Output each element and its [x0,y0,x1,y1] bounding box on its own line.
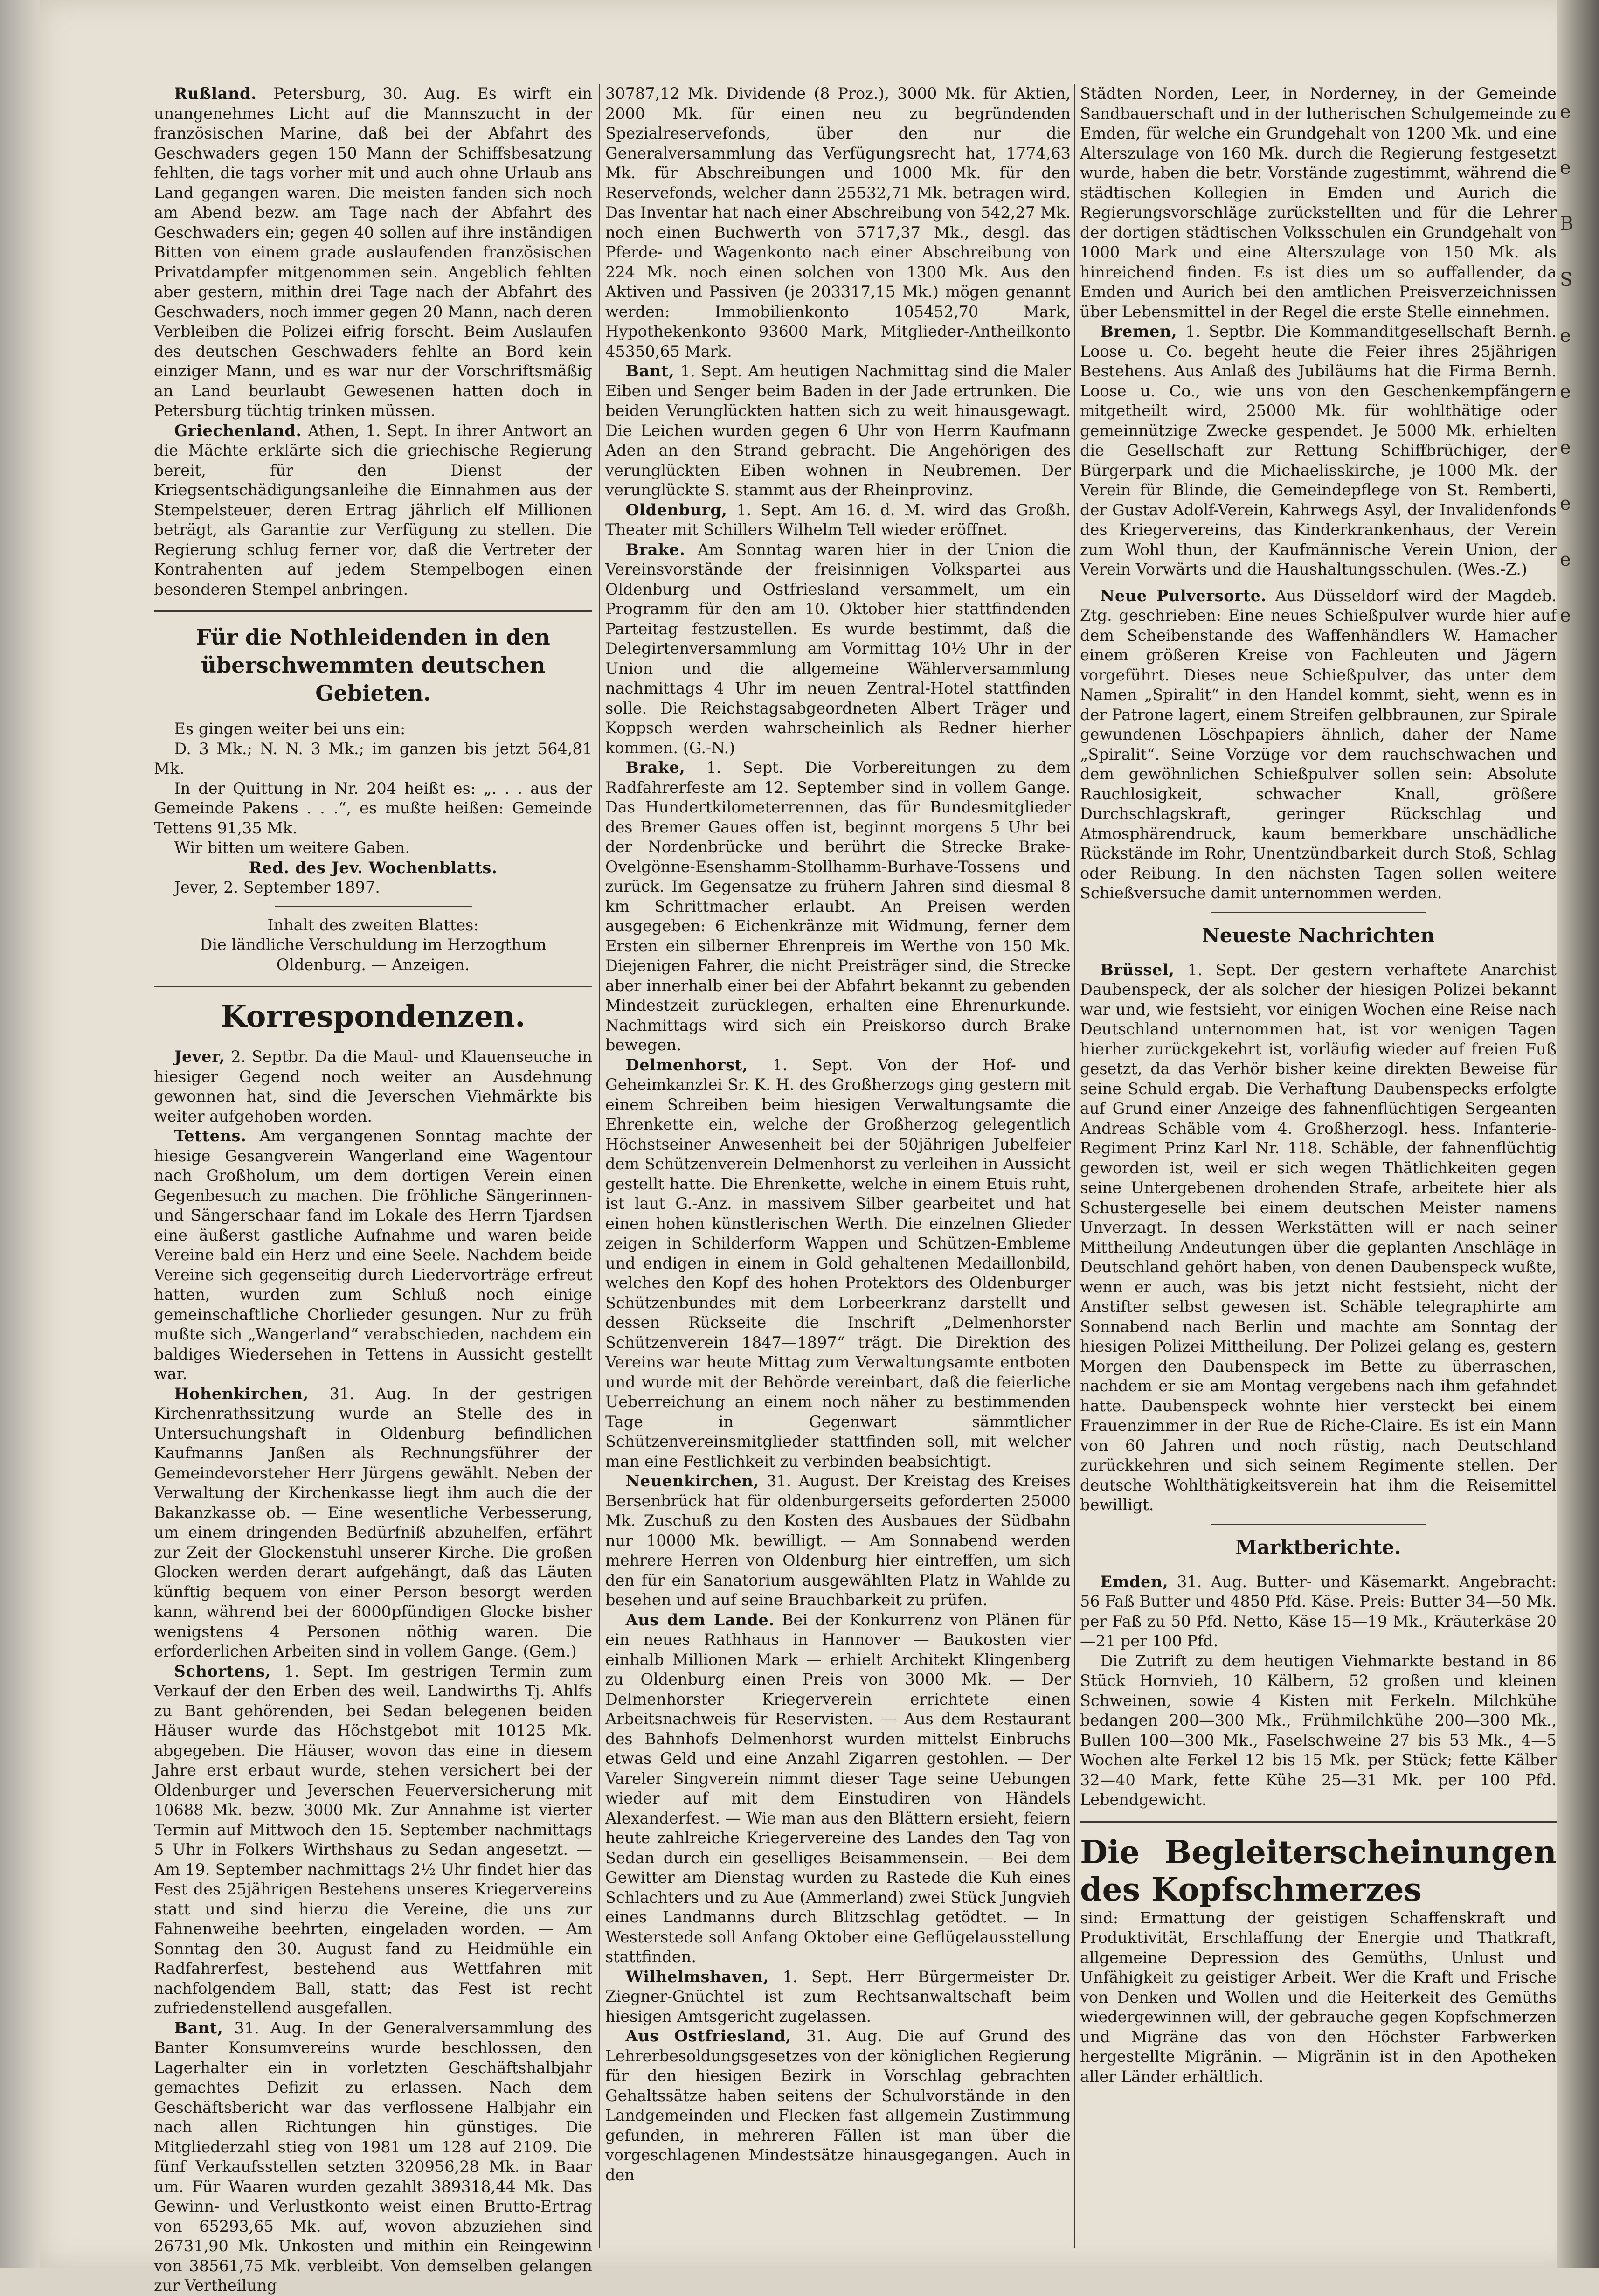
article-body: 1. Sept. Die Vorbereitungen zu dem Radfahrerfeste am 12. September sind in vollem Gange. Das Hundertkilometerrennen, das für Bundesmitglieder des Bremer Gaues offen ist, beginnt morgens 5 Uhr bei der Nordenbrücke und berührt die Strecke Brake-Ovelgönne-Esenshamm-Stollhamm-Burhave-Tossens und zurück. Im Gegensatze zu frühern Jahren sind diesmal 8 km Schrittmacher erlaubt. An Preisen werden ausgegeben: 6 Eichenkränze mit Widmung, ferner dem Ersten ein silberner Ehrenpreis im Werthe von 150 Mk. Diejenigen Fahrer, die nicht Preisträger sind, die Strecke aber innerhalb einer bei der Abfahrt bekannt zu gebenden Mindestzeit zurücklegen, erhalten eine Ehrenurkunde. Nachmittags wird sich ein Preiskorso durch Brake bewegen. [605,758,1071,1054]
article-head: Brüssel, [1100,960,1175,979]
article-oldenburg [605,500,1071,540]
appeal-line: Es gingen weiter bei uns ein: [174,720,406,738]
article-head: Brake, [625,758,685,777]
article-head: Brake. [625,540,685,559]
article-bant-continued: 30787,12 Mk. Dividende (8 Proz.), 3000 Mk. für Aktien, 2000 Mk. für einen neu zu begründenden Spezialreservefonds, über den nur die Generalversammlung das Verfügungsrecht hat, 1774,63 Mk. für Abschreibungen und 1000 Mk. für den Reservefonds, welcher dann 25532,71 Mk. betragen wird. Das Inventar hat nach einer Abschreibung von 542,27 Mk. noch einen Buchwerth von 5717,37 Mk., desgl. das Pferde- und Wagenkonto nach einer Abschreibung von 224 Mk. noch einen solchen von 1300 Mk. Aus den Aktiven und Passiven (je 203317,15 Mk.) mögen genannt werden: Immobilienkonto 105452,70 Mark, Hypothekenkonto 93600 Mark, Mitglieder-Antheilkonto 45350,65 Mark. [605,84,1071,361]
article-jever [154,1047,592,1126]
article-body: 1. Septbr. Die Kommanditgesellschaft Bernh. Loose u. Co. begeht heute die Feier ihres 25jährigen Bestehens. Aus Anlaß des Jubiläums hat die Firma Bernh. Loose u. Co., wie uns von den Geschenkempfängern mitgetheilt wird, 25000 Mk. für wohlthätige oder gemeinnützige Zwecke gespendet. Je 5000 Mk. erhielten die Gesellschaft zur Rettung Schiffbrüchiger, der Bürgerpark und die Michaelisskirche, je 1000 Mk. der Verein für Blinde, die Gemeindepflege von St. Remberti, der Gustav Adolf-Verein, Kahrwegs Asyl, der Invalidenfonds des Kriegervereins, das Kinderkrankenhaus, der Verein zum Wohl thun, der Kaufmännische Verein Union, der Verein Vorwärts und die Haushaltungsschulen. (Wes.-Z.) [1080,322,1557,578]
column-rule-2 [1074,84,1075,2248]
article-neuenkirchen [605,1471,1071,1610]
article-body: 31. Aug. In der gestrigen Kirchenrathssitzung wurde an Stelle des in Untersuchungshaft in Oldenburg befindlichen Kaufmanns Janßen als Rechnungsführer der Gemeindevorsteher Herr Jürgens gewählt. Neben der Verwaltung der Kirchenkasse liegt ihm auch die der Bakanzkasse ob. — Eine wesentliche Verbesserung, um einem dringenden Bedürfniß abzuhelfen, erfährt zur Zeit der Glockenstuhl unserer Kirche. Die großen Glocken werden derart aufgehängt, daß das Läuten künftig bequem von einer Person besorgt werden kann, während bei der 6000pfündigen Glocke bisher wenigstens 4 Personen nöthig waren. Die erforderlichen Arbeiten sind in vollem Gange. (Gem.) [154,1384,592,1660]
article-body: 1. Sept. Von der Hof- und Geheimkanzlei Sr. K. H. des Großherzogs ging gestern mit einem Schreiben beim hiesigen Verwaltungsamte die Ehrenkette ein, welche der Großherzog gelegentlich Höchstseiner Anwesenheit bei der 50jährigen Jubelfeier dem Schützenverein Delmenhorst zu verleihen in Aussicht gestellt hatte. Die Ehrenkette, welche in einem Etuis ruht, ist laut G.-Anz. in massivem Silber gearbeitet und hat einen hohen künstlerischen Werth. Die einzelnen Glieder zeigen in Schilderform Wappen und Schützen-Embleme und endigen in einem in Gold gehaltenen Medaillonbild, welches den Kopf des hohen Protektors des Oldenburger Schützenbundes mit dem Lorbeerkranz darstellt und dessen Rückseite die Inschrift „Delmenhorster Schützenverein 1847—1897“ trägt. Die Direktion des Vereins war heute Mittag zum Verwaltungsamte entboten und wurde mit der Behörde vereinbart, daß die feierliche Ueberreichung an einem noch näher zu bestimmenden Tage in Gegenwart sämmtlicher Schützenvereinsmitglieder stattfinden soll, mit welcher man eine Festlichkeit zu verbinden beabsichtigt. [605,1055,1071,1471]
article-body: 31. August. Der Kreistag des Kreises Bersenbrück hat für oldenburgerseits geforderten 25000 Mk. Zuschuß zu den Kosten des Ausbaues der Südbahn nur 10000 Mk. bewilligt. — Am Sonnabend werden mehrere Herren von Oldenburg hier eintreffen, um sich den für ein Sanatorium ausgewählten Platz in Wahlde zu besehen und auf seine Brauchbarkeit zu prüfen. [605,1472,1071,1609]
appeal-line: D. 3 Mk.; N. N. 3 Mk.; im ganzen bis jetzt 564,81 Mk. [154,739,592,777]
article-body: Am Sonntag waren hier in der Union die Vereinsvorstände der freisinnigen Volkspartei aus Oldenburg und Ostfriesland versammelt, um ein Programm für den am 10. Oktober hier stattfindenden Parteitag festzustellen. Es wurde bestimmt, daß die Delegirtenversammlung am Vormittag 10½ Uhr in der Union und die allgemeine Wählerversammlung nachmittags 4 Uhr im neuen Zentral-Hotel stattfinden solle. Die Reichstagsabgeordneten Albert Träger und Koppsch werden wahrscheinlich als Redner hierher kommen. (G.-N.) [605,540,1071,757]
divider [1080,1821,1557,1823]
divider [154,986,592,987]
article-body: Bei der Konkurrenz von Plänen für ein neues Rathhaus in Hannover — Baukosten vier einhalb Millionen Mark — erhielt Architekt Klingenberg zu Oldenburg einen Preis von 3000 Mk. — Der Delmenhorster Kriegerverein errichtete einen Arbeitsnachweis für Reservisten. — Aus dem Restaurant des Bahnhofs Delmenhorst wurden mittelst Einbruchs etwas Geld und eine Anzahl Zigarren gestohlen. — Der Vareler Singverein nimmt dieser Tage seine Uebungen wieder auf mit dem Einstudiren von Händels Alexanderfest. — Wie man aus den Blättern ersieht, feiern heute zahlreiche Kriegervereine des Landes den Tag von Sedan durch ein geselliges Beisammensein. — Bei dem Gewitter am Dienstag wurden zu Rastede die Kuh eines Schlachters und zu Aue (Ammerland) zwei Stück Jungvieh eines Landmanns durch Blitzschlag getödtet. — In Westerstede soll Anfang Oktober eine Geflügelausstellung stattfinden. [605,1610,1071,1966]
column-3 [1080,84,1557,2248]
article-russland [154,84,592,421]
article-brake-1 [605,540,1071,758]
article-body: 31. Aug. In der Generalversammlung des Banter Konsumvereins wurde beschlossen, den Lagerhalter ein in vorletzten Geschäftshalbjahr gemachtes Defizit zu erlassen. Nach dem Geschäftsbericht war das verflossene Halbjahr ein nach allen Richtungen hin günstiges. Die Mitgliederzahl stieg von 1981 um 128 auf 2109. Die fünf Verkaufsstellen setzten 320956,28 Mk. in Baar um. Für Waaren wurden gezahlt 389318,44 Mk. Das Gewinn- und Verlustkonto weist einen Brutto-Ertrag von 65293,65 Mk. auf, wovon abzuziehen sind 26731,90 Mk. Unkosten und mithin ein Reingewinn von 38561,75 Mk. verbleibt. Von demselben gelangen zur Vertheilung [154,2019,592,2295]
article-head: Emden, [1100,1572,1169,1591]
article-body: 1. Sept. Am heutigen Nachmittag sind die Maler Eiben und Senger beim Baden in der Jade ertrunken. Die beiden Verunglückten hatten sich zu weit hinausgewagt. Die Leichen wurden gegen 6 Uhr von Herrn Kaufmann Aden an den Strand gebracht. Die Angehörigen des verunglückten Eiben wohnen in Neubremen. Der verunglückte S. stammt aus der Rheinprovinz. [605,362,1071,499]
article-head: Neue Pulversorte. [1100,586,1267,605]
article-pulver [1080,586,1557,903]
article-head: Oldenburg, [625,500,727,519]
ad-title: Die Begleiterscheinungen des Kopfschmerzes [1080,1833,1557,1908]
appeal-line: Wir bitten um weitere Gaben. [174,839,410,857]
article-head: Bant, [174,2019,223,2037]
article-tettens [154,1126,592,1384]
article-body: Aus Düsseldorf wird der Magdeb. Ztg. geschrieben: Eine neues Schießpulver wurde hier auf dem Scheibenstande des Waffenhändlers W. Hamacher einem größeren Kreise von Fachleuten und Jägern vorgeführt. Dieses neue Schießpulver, das unter dem Namen „Spiralit“ in den Handel kommt, sieht, wenn es in der Patrone lagert, einem Streifen gelbbraunen, zur Spirale gewundenen Löschpapiers ähnlich, daher der Name „Spiralit“. Seine Vorzüge vor dem rauchschwachen und dem gewöhnlichen Schießpulver sollen sein: Absolute Rauchlosigkeit, schwacher Knall, größere Durchschlagskraft, geringer Rückschlag und Atmosphärendruck, kaum bemerkbare unschädliche Rückstände im Rohr, Unentzündbarkeit durch Stoß, Schlag oder Reibung. In den nächsten Tagen sollen weitere Schießversuche damit unternommen werden. [1080,586,1557,902]
marktberichte-title: Marktberichte. [1235,1535,1401,1559]
article-bruessel [1080,960,1557,1515]
article-head: Bremen, [1100,322,1177,340]
divider [1211,912,1426,913]
article-body: 31. Aug. Butter- und Käsemarkt. Angebracht: 56 Faß Butter und 4850 Pfd. Käse. Preis: Butter 34—50 Mk. per Faß zu 50 Pfd. Netto, Käse 15—19 Mk., Kräuterkäse 20—21 per 100 Pfd. [1080,1572,1557,1650]
article-emden-viehmarkt: Die Zutrift zu dem heutigen Viehmarkte bestand in 86 Stück Hornvieh, 10 Kälbern, 52 großen und kleinen Schweinen, sowie 4 Kisten mit Ferkeln. Milchkühe bedangen 200—300 Mk., Frühmilchkühe 200—300 Mk., Bullen 100—300 Mk., Faselschweine 27 bis 53 Mk., 4—5 Wochen alte Ferkel 12 bis 15 Mk. per Stück; fette Kälber 32—40 Mark, fette Kühe 25—31 Mk. per 100 Pfd. Lebendgewicht. [1080,1651,1557,1809]
article-body: 31. Aug. Die auf Grund des Lehrerbesoldungsgesetzes von der königlichen Regierung für den hiesigen Bezirk in Vorschlag gebrachten Gehaltssätze haben seitens der Schulvorstände in den Landgemeinden und Flecken fast allgemein Zustimmung gefunden, in mehreren Fällen ist man über die vorgeschlagenen Mindestsätze hinausgegangen. Auch in den [605,2027,1071,2184]
article-head: Tettens. [174,1127,247,1145]
article-head: Rußland. [174,84,257,103]
article-body: 1. Sept. Am 16. d. M. wird das Großh. Theater mit Schillers Wilhelm Tell wieder eröffnet. [605,500,1071,539]
article-head: Schortens, [174,1662,271,1680]
article-head: Bant, [625,362,675,380]
article-body: 1. Sept. Herr Bürgermeister Dr. Ziegner-Gnüchtel ist zum Rechtsanwaltschaft beim hiesigen Amtsgericht zugelassen. [605,1967,1071,2025]
article-body: 1. Sept. Im gestrigen Termin zum Verkauf der den Erben des weil. Landwirths Tj. Ahlfs zu Bant gehörenden, bei Sedan belegenen beiden Häuser wurde das Höchstgebot mit 10125 Mk. abgegeben. Die Häuser, wovon das eine in diesem Jahre erst erbaut wurde, stehen versichert bei der Oldenburger und Jeverschen Feuerversicherung mit 10688 Mk. bezw. 3000 Mk. Zur Annahme ist vierter Termin auf Mittwoch den 15. September nachmittags 5 Uhr in Folkers Wirthshaus zu Sedan angesetzt. — Am 19. September nachmittags 2½ Uhr findet hier das Fest des 25jährigen Bestehens unseres Kriegervereins statt und sind hierzu die Vereine, die uns zur Fahnenweihe beehrten, eingeladen worden. — Am Sonntag den 30. August fand zu Heidmühle ein Radfahrerfest, bestehend aus Wettfahren mit nachfolgendem Ball, statt; das Fest ist recht zufriedenstellend ausgefallen. [154,1662,592,2017]
korrespondenzen-title: Korrespondenzen. [221,999,526,1034]
appeal-date: Jever, 2. September 1897. [174,878,380,896]
article-wilhelmshaven [605,1967,1071,2027]
article-head: Aus Ostfriesland, [625,2027,792,2045]
contents-head: Inhalt des zweiten Blattes: [267,916,479,934]
ad-body: sind: Ermattung der geistigen Schaffenskraft und Produktivität, Erschlaffung der Energie und Thatkraft, allgemeine Depression des Gemüths, Unlust und Unfähigkeit zu geistiger Arbeit. Wer die Kraft und Frische von Denken und Wollen und die Heiterkeit des Gemüths wiedergewinnen will, der gebrauche gegen Kopfschmerzen und Migräne das von den Höchster Farbwerken hergestellte Migränin. — Migränin ist in den Apotheken aller Länder erhältlich. [1080,1908,1557,2086]
article-schortens [154,1662,592,2019]
article-brake-2 [605,758,1071,1055]
appeal-title: Für die Nothleidenden in den überschwemmten deutschen Gebieten. [196,624,550,706]
article-delmenhorst [605,1055,1071,1472]
column-2 [605,84,1071,2248]
article-bremen [1080,322,1557,580]
article-hohenkirchen [154,1384,592,1662]
article-head: Delmenhorst, [625,1055,748,1074]
appeal-line: In der Quittung in Nr. 204 heißt es: „. . . aus der Gemeinde Pakens . . .“, es mußte heißen: Gemeinde Tettens 91,35 Mk. [154,779,592,837]
article-body: 2. Septbr. Da die Maul- und Klauenseuche in hiesiger Gegend noch weiter an Ausdehnung gewonnen hat, sind die Jeverschen Viehmärkte bis weiter aufgehoben worden. [154,1047,593,1125]
divider [1211,1524,1426,1525]
article-emden [1080,1572,1557,1651]
article-body: Athen, 1. Sept. In ihrer Antwort an die Mächte erklärte sich die griechische Regierung bereit, für den Dienst der Kriegsentschädigungsanleihe die Einnahmen aus der Stempelsteuer, deren Ertrag jährlich elf Millionen beträgt, als Garantie zur Verfügung zu stellen. Die Regierung schlug ferner vor, daß die Vertreter der Kontrahenten auf jedem Stempelbogen einen besonderen Stempel anbringen. [154,421,592,598]
divider [275,906,472,907]
article-head: Hohenkirchen, [174,1384,309,1403]
article-head: Wilhelmshaven, [625,1967,769,1986]
divider [154,610,592,612]
article-griechenland [154,421,592,600]
article-body: 1. Sept. Der gestern verhaftete Anarchist Daubenspeck, der als solcher der hiesigen Polizei bekannt war und, wie festsieht, vor einigen Wochen eine Reise nach Deutschland unternommen hat, ist vor wenigen Tagen hierher zurückgekehrt ist, vorläufig wieder auf freien Fuß gesetzt, da das Verhör bisher keine direkten Beweise für seine Schuld ergab. Die Verhaftung Daubenspecks erfolgte auf Grund einer Anzeige des fahnenflüchtigen Sergeanten Andreas Schäble vom 4. Großherzogl. hess. Infanterie-Regiment Prinz Karl Nr. 118. Schäble, der fahnenflüchtig geworden ist, weil er sich wegen Thätlichkeiten gegen seine Untergebenen drohenden Strafe, arbeitete hier als Schustergeselle bei einem deutschen Meister namens Unverzagt. In dessen Werkstätten will er nach seiner Mittheilung Andeutungen über die geplanten Anschläge in Deutschland gehört haben, von denen Daubenspeck wußte, wenn er auch, was bis jetzt nicht festsieht, nicht der Anstifter selbst gewesen ist. Schäble telegraphirte am Sonnabend nach Berlin und machte am Sonntag der hiesigen Polizei Mittheilung. Der Polizei gelang es, gestern Morgen den Daubenspeck im Bette zu überraschen, nachdem er sie am Montag vergebens nach ihm gefahndet hatte. Daubenspeck wohnte hier versteckt bei einem Frauenzimmer in der Rue de Riche-Claire. Es ist ein Mann von 60 Jahren und noch rüstig, nach Deutschland zurückkehren und sich seinem Regimente stellen. Der deutsche Wohlthätigkeitsverein hat ihm die Reisemittel bewilligt. [1080,960,1557,1514]
spacer [1080,580,1557,586]
column-1 [154,84,593,2295]
article-head: Aus dem Lande. [625,1610,775,1629]
article-head: Neuenkirchen, [625,1472,759,1490]
article-aus-dem-lande [605,1610,1071,1967]
article-bant-2 [605,361,1071,500]
article-ostfriesland [605,2026,1071,2185]
column-rule-1 [599,84,600,2248]
neueste-nachrichten-title: Neueste Nachrichten [1202,923,1435,947]
contents-text: Die ländliche Verschuldung im Herzogthum Oldenburg. — Anzeigen. [200,936,547,974]
article-ostfriesland-continued: Städten Norden, Leer, in Norderney, in der Gemeinde Sandbauerschaft und in der lutherischen Schulgemeinde zu Emden, für welche ein Grundgehalt von 1200 Mk. und eine Alterszulage von 160 Mk. durch die Regierung festgesetzt wurde, haben die betr. Vorstände zugestimmt, während die städtischen Kollegien in Emden und Aurich die Regierungsvorschläge zurückstellten und für die Lehrer der dortigen städtischen Volksschulen ein Grundgehalt von 1000 Mark und eine Alterszulage von 150 Mk. als hinreichend finden. Es ist dies um so auffallender, da Emden und Aurich bei den amtlichen Preisverzeichnissen über Lebensmittel in der Regel die erste Stelle einnehmen. [1080,84,1557,321]
article-body: Petersburg, 30. Aug. Es wirft ein unangenehmes Licht auf die Mannszucht in der französischen Marine, daß bei der Abfahrt des Geschwaders gegen 150 Mann der Schiffsbesatzung fehlten, die tags vorher mit und auch ohne Urlaub ans Land gegangen waren. Die meisten fanden sich noch am Abend bezw. am Tage nach der Abfahrt des Geschwaders ein; gegen 40 sollen auf ihre inständigen Bitten von einem grade auslaufenden französischen Privatdampfer mitgenommen sein. Angeblich fehlten aber gestern, mithin drei Tage nach der Abfahrt des Geschwaders, noch immer gegen 20 Mann, nach deren Verbleiben die Polizei eifrig forscht. Beim Auslaufen des deutschen Geschwaders fehlte an Bord kein einziger Mann, und es war nur der Vorschriftsmäßig an Land beurlaubt Gewesenen hatten doch in Petersburg tüchtig trinken müssen. [154,84,592,420]
article-head: Jever, [174,1047,225,1066]
appeal-signature: Red. des Jev. Wochenblatts. [249,858,498,877]
article-head: Griechenland. [174,421,302,440]
article-bant [154,2019,592,2296]
article-body: Am vergangenen Sonntag machte der hiesige Gesangverein Wangerland eine Wagentour nach Großholum, um dem dortigen Verein einen Gegenbesuch zu machen. Die fröhliche Sängerinnen- und Sängerschaar fand im Lokale des Herrn Tjardsen eine äußerst gastliche Aufnahme und waren beide Vereine bald ein Herz und eine Seele. Nachdem beide Vereine sich gegenseitig durch Liedervorträge erfreut hatten, wurden zum Schluß noch einige gemeinschaftliche Chorlieder gesungen. Nur zu früh mußte sich „Wangerland“ verabschieden, nachdem ein baldiges Wiedersehen in Tettens in Aussicht gestellt war. [154,1127,592,1383]
adjacent-page-strip: e e B S e e e e e e [1560,101,1574,626]
